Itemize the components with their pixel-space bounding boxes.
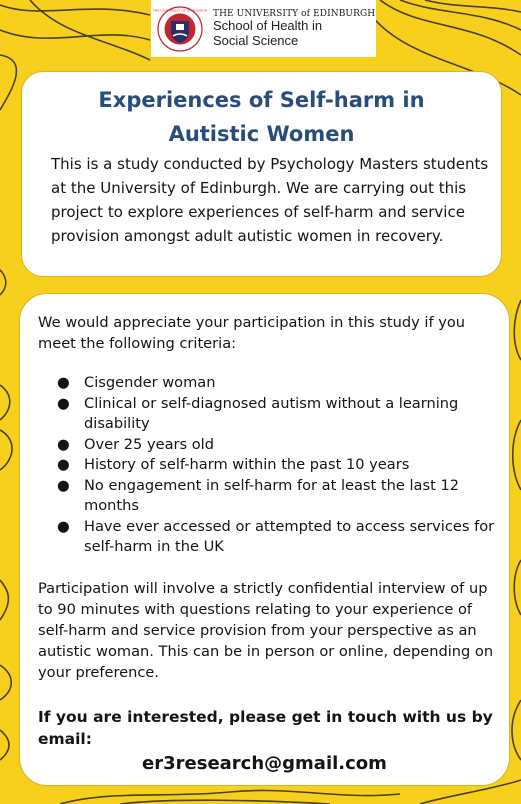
- criteria-lead: We would appreciate your participation in this study if you meet the following criteria:: [38, 314, 466, 352]
- bullet-icon: ●: [57, 517, 70, 535]
- participation-description: Participation will involve a strictly confidential interview of up to 90 minutes with questions relating to your experience of self-harm and service provision from your perspective as an autistic woman. This can be in person or online, depending on your preference.: [38, 580, 494, 681]
- logo-text: [213, 9, 375, 48]
- criteria-item-text: History of self-harm within the past 10 years: [84, 456, 410, 473]
- criteria-item-text: Over 25 years old: [84, 435, 214, 453]
- criteria-item: [36, 435, 496, 456]
- school-name-line1: School of Health in: [213, 17, 323, 33]
- study-description: This is a study conducted by Psychology Masters students at the University of Edinburgh. We are carrying out this project to explore experiences of self-harm and service provision amongst adult autistic women in recovery.: [51, 155, 489, 245]
- bullet-icon: ●: [57, 374, 70, 391]
- criteria-item-text: Have ever accessed or attempted to access services for self-harm in the UK: [84, 517, 495, 555]
- title-line-2: Autistic Women: [168, 122, 355, 146]
- bullet-icon: ●: [57, 435, 70, 453]
- page-title: [22, 83, 501, 151]
- criteria-list: [36, 373, 496, 558]
- university-crest-icon: [152, 6, 208, 52]
- school-name-line2: Social Science: [213, 32, 299, 48]
- bullet-icon: ●: [57, 476, 70, 494]
- bullet-icon: ●: [57, 394, 70, 412]
- criteria-item: [36, 476, 496, 517]
- title-line-1: Experiences of Self-harm in: [98, 88, 425, 112]
- contact-call-to-action: If you are interested, please get in touch with us by email:: [38, 708, 493, 748]
- bullet-icon: ●: [57, 456, 70, 473]
- crest-lettering: THE UNIVERSITY OF EDINBURGH: [152, 8, 208, 12]
- criteria-item: [36, 394, 496, 435]
- university-logo: [151, 0, 376, 57]
- criteria-item: [36, 517, 496, 558]
- criteria-item-text: Clinical or self-diagnosed autism without a learning disability: [84, 394, 459, 432]
- criteria-item-text: No engagement in self-harm for at least the last 12 months: [84, 476, 460, 514]
- study-intro-card: [21, 71, 502, 277]
- criteria-item: [36, 373, 496, 394]
- criteria-item-text: Cisgender woman: [84, 374, 216, 391]
- criteria-item: [36, 455, 496, 476]
- participation-card: [19, 293, 510, 786]
- contact-email-link[interactable]: er3research@gmail.com: [142, 753, 387, 774]
- university-name: THE UNIVERSITY of EDINBURGH: [213, 8, 376, 19]
